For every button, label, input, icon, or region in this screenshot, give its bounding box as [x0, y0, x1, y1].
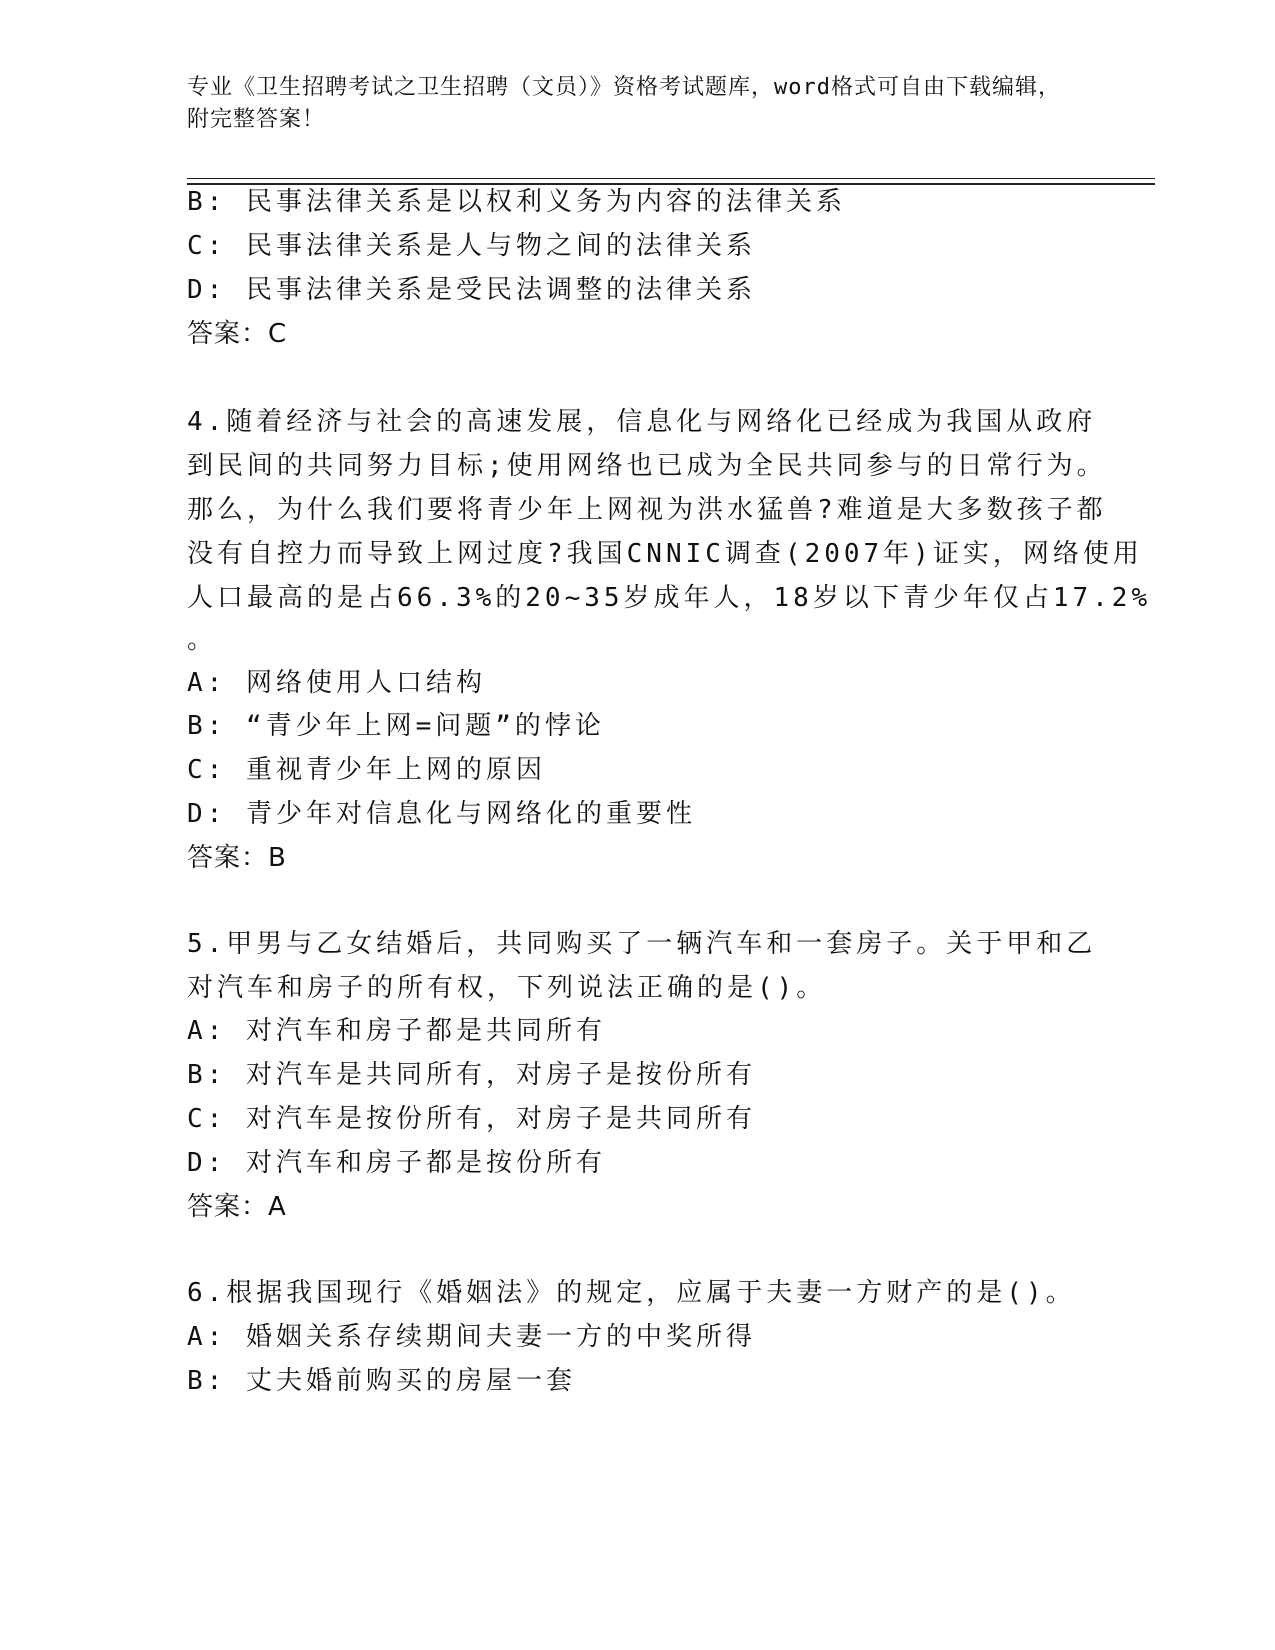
- q5-option-c: C: 对汽车是按份所有，对房子是共同所有: [187, 1104, 756, 1134]
- q3-option-b: B: 民事法律关系是以权利义务为内容的法律关系: [187, 187, 846, 217]
- q4-stem-line-2: 到民间的共同努力目标;使用网络也已成为全民共同参与的日常行为。: [187, 451, 1107, 481]
- q4-option-a: A: 网络使用人口结构: [187, 668, 486, 698]
- q5-option-d: D: 对汽车和房子都是按份所有: [187, 1148, 606, 1178]
- q5-answer: 答案：A: [187, 1192, 287, 1222]
- header-rule-thin: [187, 178, 1155, 179]
- q5-option-a: A: 对汽车和房子都是共同所有: [187, 1016, 606, 1046]
- q6-stem-line-1: 6.根据我国现行《婚姻法》的规定，应属于夫妻一方财产的是()。: [187, 1278, 1076, 1308]
- q5-option-b: B: 对汽车是共同所有，对房子是按份所有: [187, 1060, 756, 1090]
- q6-option-b: B: 丈夫婚前购买的房屋一套: [187, 1366, 576, 1396]
- q3-option-d: D: 民事法律关系是受民法调整的法律关系: [187, 275, 756, 305]
- q3-answer: 答案：C: [187, 319, 288, 349]
- q4-option-c: C: 重视青少年上网的原因: [187, 755, 546, 785]
- document-header: 专业《卫生招聘考试之卫生招聘（文员）》资格考试题库，word格式可自由下载编辑，附完整答案！: [187, 75, 1061, 132]
- q4-option-d: D: 青少年对信息化与网络化的重要性: [187, 799, 696, 829]
- q4-stem-line-5: 人口最高的是占66.3%的20~35岁成年人，18岁以下青少年仅占17.2%: [187, 583, 1152, 613]
- q6-option-a: A: 婚姻关系存续期间夫妻一方的中奖所得: [187, 1322, 756, 1352]
- q4-answer: 答案：B: [187, 843, 287, 873]
- q4-stem-line-4: 没有自控力而导致上网过度?我国CNNIC调查(2007年)证实，网络使用: [187, 539, 1143, 569]
- q4-stem-line-6: 。: [187, 625, 218, 655]
- q5-stem-line-2: 对汽车和房子的所有权，下列说法正确的是()。: [187, 973, 827, 1003]
- q4-stem-line-3: 那么，为什么我们要将青少年上网视为洪水猛兽?难道是大多数孩子都: [187, 495, 1107, 525]
- q3-option-c: C: 民事法律关系是人与物之间的法律关系: [187, 231, 756, 261]
- q4-option-b: B: “青少年上网=问题”的悖论: [187, 711, 605, 741]
- q4-stem-line-1: 4.随着经济与社会的高速发展，信息化与网络化已经成为我国从政府: [187, 407, 1097, 437]
- q5-stem-line-1: 5.甲男与乙女结婚后，共同购买了一辆汽车和一套房子。关于甲和乙: [187, 929, 1097, 959]
